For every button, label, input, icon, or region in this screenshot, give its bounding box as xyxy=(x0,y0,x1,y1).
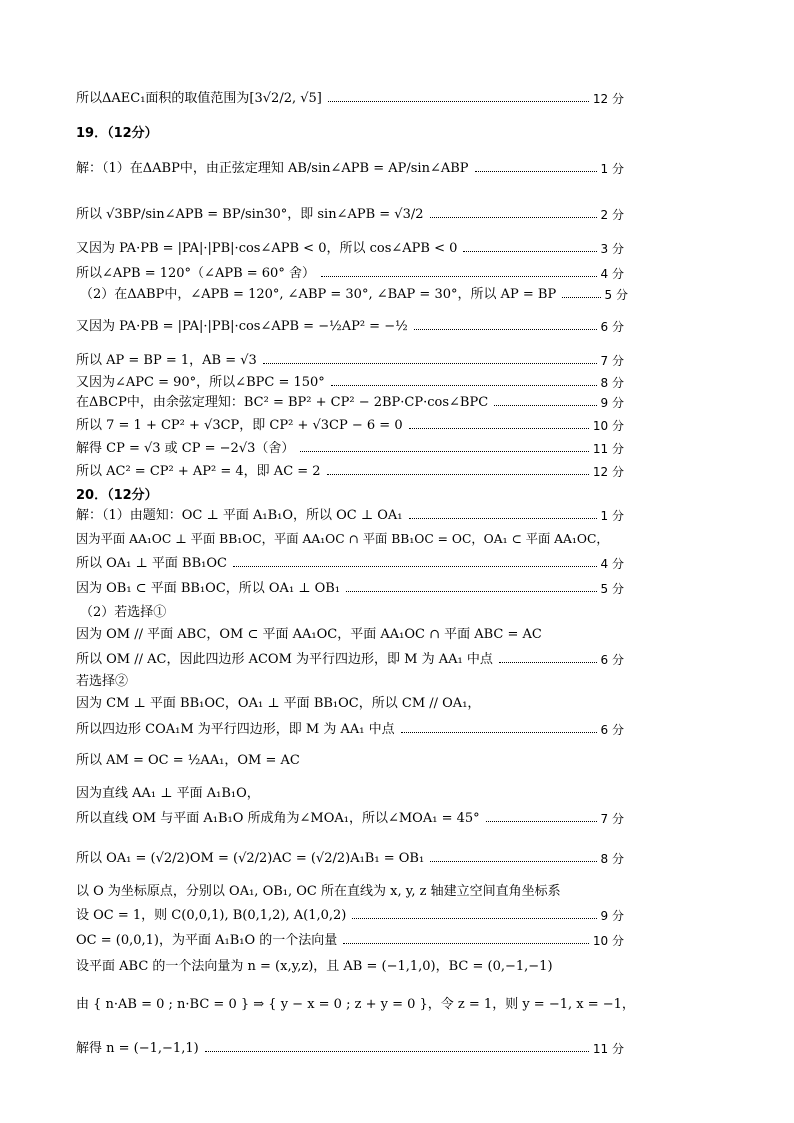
solution-line xyxy=(76,417,624,435)
solution-line xyxy=(76,996,635,1014)
question-heading xyxy=(76,487,624,505)
line-text: 以 O 为坐标原点，分别以 OA₁, OB₁, OC 所在直线为 x, y, z 轴建立空间直角坐标系 xyxy=(76,884,561,899)
solution-line xyxy=(76,206,624,224)
line-score: 11 分 xyxy=(592,1042,624,1056)
line-score: 6 分 xyxy=(600,320,624,334)
dotted-leader xyxy=(409,428,589,429)
line-score: 11 分 xyxy=(592,442,624,456)
line-text: 因为 OM // 平面 ABC，OM ⊂ 平面 AA₁OC，平面 AA₁OC ∩ 平面 ABC = AC xyxy=(76,627,542,642)
dotted-leader xyxy=(430,861,596,862)
line-score: 10 分 xyxy=(592,934,624,948)
solution-line xyxy=(76,626,624,644)
dotted-leader xyxy=(414,329,597,330)
question-heading xyxy=(76,125,624,143)
solution-line xyxy=(76,907,624,925)
line-text: 所以 AC² = CP² + AP² = 4，即 AC = 2 xyxy=(76,464,321,479)
line-score: 4 分 xyxy=(600,267,624,281)
line-score: 12 分 xyxy=(592,465,624,479)
line-text: 所以 7 = 1 + CP² + √3CP，即 CP² + √3CP − 6 = 0 xyxy=(76,418,403,433)
solution-line xyxy=(76,160,624,178)
solution-line xyxy=(76,958,624,976)
dotted-leader xyxy=(409,518,597,519)
heading-text: 19．（12分） xyxy=(76,126,158,141)
line-text: 设 OC = 1，则 C(0,0,1), B(0,1,2), A(1,0,2) xyxy=(76,908,347,923)
line-score: 5 分 xyxy=(600,582,624,596)
solution-line xyxy=(76,530,624,548)
solution-line xyxy=(80,286,628,304)
line-text: 所以 √3BP/sin∠APB = BP/sin30°，即 sin∠APB = √3/2 xyxy=(76,207,424,222)
solution-line xyxy=(76,555,624,573)
dotted-leader xyxy=(352,918,596,919)
line-text: 所以∠APB = 120°（∠APB = 60° 舍） xyxy=(76,266,315,281)
line-text: 所以ΔAEC₁面积的取值范围为[3√2/2, √5] xyxy=(76,91,322,106)
line-score: 12 分 xyxy=(592,92,624,106)
line-score: 5 分 xyxy=(604,288,628,302)
dotted-leader xyxy=(321,276,597,277)
dotted-leader xyxy=(486,821,597,822)
line-text: 所以四边形 COA₁M 为平行四边形，即 M 为 AA₁ 中点 xyxy=(76,722,395,737)
solution-line xyxy=(76,721,624,739)
line-text: 因为 OB₁ ⊂ 平面 BB₁OC，所以 OA₁ ⊥ OB₁ xyxy=(76,581,341,596)
solution-line xyxy=(76,463,624,481)
line-text: （2）若选择① xyxy=(80,605,167,620)
line-score: 9 分 xyxy=(600,396,624,410)
line-score: 8 分 xyxy=(600,852,624,866)
line-text: 所以直线 OM 与平面 A₁B₁O 所成角为∠MOA₁，所以∠MOA₁ = 45° xyxy=(76,811,480,826)
solution-line xyxy=(76,352,624,370)
dotted-leader xyxy=(346,591,596,592)
dotted-leader xyxy=(343,943,589,944)
line-text: 又因为∠APC = 90°，所以∠BPC = 150° xyxy=(76,375,325,390)
solution-line xyxy=(76,1040,624,1058)
solution-line xyxy=(76,883,624,901)
dotted-leader xyxy=(327,474,589,475)
line-score: 7 分 xyxy=(600,354,624,368)
line-text: 所以 AP = BP = 1，AB = √3 xyxy=(76,353,257,368)
line-text: 又因为 PA·PB = |PA|·|PB|·cos∠APB = −½AP² = −½ xyxy=(76,319,408,334)
dotted-leader xyxy=(233,566,597,567)
solution-line xyxy=(76,90,624,108)
line-text: 所以 OA₁ = (√2/2)OM = (√2/2)AC = (√2/2)A₁B₁ = OB₁ xyxy=(76,851,425,866)
solution-line xyxy=(76,932,624,950)
line-text: 解：（1）由题知：OC ⊥ 平面 A₁B₁O，所以 OC ⊥ OA₁ xyxy=(76,508,403,523)
line-text: OC = (0,0,1)，为平面 A₁B₁O 的一个法向量 xyxy=(76,933,338,948)
line-text: 所以 OM // AC，因此四边形 ACOM 为平行四边形，即 M 为 AA₁ 中点 xyxy=(76,652,493,667)
line-score: 1 分 xyxy=(600,509,624,523)
dotted-leader xyxy=(562,297,600,298)
solution-line xyxy=(76,507,624,525)
line-text: 若选择② xyxy=(76,674,129,689)
solution-line xyxy=(76,810,624,828)
line-score: 7 分 xyxy=(600,812,624,826)
dotted-leader xyxy=(499,662,597,663)
line-score: 8 分 xyxy=(600,376,624,390)
line-text: （2）在ΔABP中，∠APB = 120°, ∠ABP = 30°, ∠BAP = 30°，所以 AP = BP xyxy=(80,287,557,302)
line-score: 6 分 xyxy=(600,723,624,737)
dotted-leader xyxy=(205,1051,589,1052)
line-text: 所以 OA₁ ⊥ 平面 BB₁OC xyxy=(76,556,227,571)
line-text: 解：（1）在ΔABP中，由正弦定理知 AB/sin∠APB = AP/sin∠ABP xyxy=(76,161,469,176)
dotted-leader xyxy=(401,732,597,733)
solution-line xyxy=(76,752,624,770)
line-text: 在ΔBCP中，由余弦定理知：BC² = BP² + CP² − 2BP·CP·cos∠BPC xyxy=(76,395,489,410)
solution-line xyxy=(76,440,624,458)
solution-line xyxy=(76,850,624,868)
line-text: 解得 CP = √3 或 CP = −2√3（舍） xyxy=(76,441,295,456)
line-text: 又因为 PA·PB = |PA|·|PB|·cos∠APB < 0，所以 cos∠APB < 0 xyxy=(76,241,458,256)
line-score: 1 分 xyxy=(600,162,624,176)
line-score: 9 分 xyxy=(600,909,624,923)
line-score: 10 分 xyxy=(592,419,624,433)
line-text: 因为直线 AA₁ ⊥ 平面 A₁B₁O， xyxy=(76,786,260,801)
dotted-leader xyxy=(300,451,589,452)
line-text: 设平面 ABC 的一个法向量为 n = (x,y,z)，且 AB = (−1,1,0)，BC = (0,−1,−1) xyxy=(76,959,553,974)
heading-text: 20．（12分） xyxy=(76,488,158,503)
line-score: 4 分 xyxy=(600,557,624,571)
dotted-leader xyxy=(263,363,597,364)
solution-line xyxy=(76,240,624,258)
solution-line xyxy=(76,265,624,283)
solution-line xyxy=(76,695,624,713)
line-score: 2 分 xyxy=(600,208,624,222)
dotted-leader xyxy=(463,251,596,252)
dotted-leader xyxy=(475,171,597,172)
line-text: 由 { n·AB = 0 ; n·BC = 0 } ⇒ { y − x = 0 ; z + y = 0 }，令 z = 1，则 y = −1, x = −1， xyxy=(76,997,635,1012)
line-score: 6 分 xyxy=(600,653,624,667)
line-text: 解得 n = (−1,−1,1) xyxy=(76,1041,199,1056)
dotted-leader xyxy=(430,217,597,218)
solution-line xyxy=(76,580,624,598)
line-text: 因为平面 AA₁OC ⊥ 平面 BB₁OC，平面 AA₁OC ∩ 平面 BB₁OC = OC，OA₁ ⊂ 平面 AA₁OC， xyxy=(76,532,609,546)
dotted-leader xyxy=(331,385,597,386)
line-text: 所以 AM = OC = ½AA₁，OM = AC xyxy=(76,753,300,768)
dotted-leader xyxy=(328,101,589,102)
line-text: 因为 CM ⊥ 平面 BB₁OC，OA₁ ⊥ 平面 BB₁OC，所以 CM // OA₁， xyxy=(76,696,481,711)
solution-line xyxy=(76,394,624,412)
solution-line xyxy=(76,374,624,392)
solution-line xyxy=(76,651,624,669)
solution-line xyxy=(76,785,624,803)
dotted-leader xyxy=(494,405,596,406)
solution-line xyxy=(80,604,628,622)
solution-line xyxy=(76,673,624,691)
solution-line xyxy=(76,318,624,336)
line-score: 3 分 xyxy=(600,242,624,256)
